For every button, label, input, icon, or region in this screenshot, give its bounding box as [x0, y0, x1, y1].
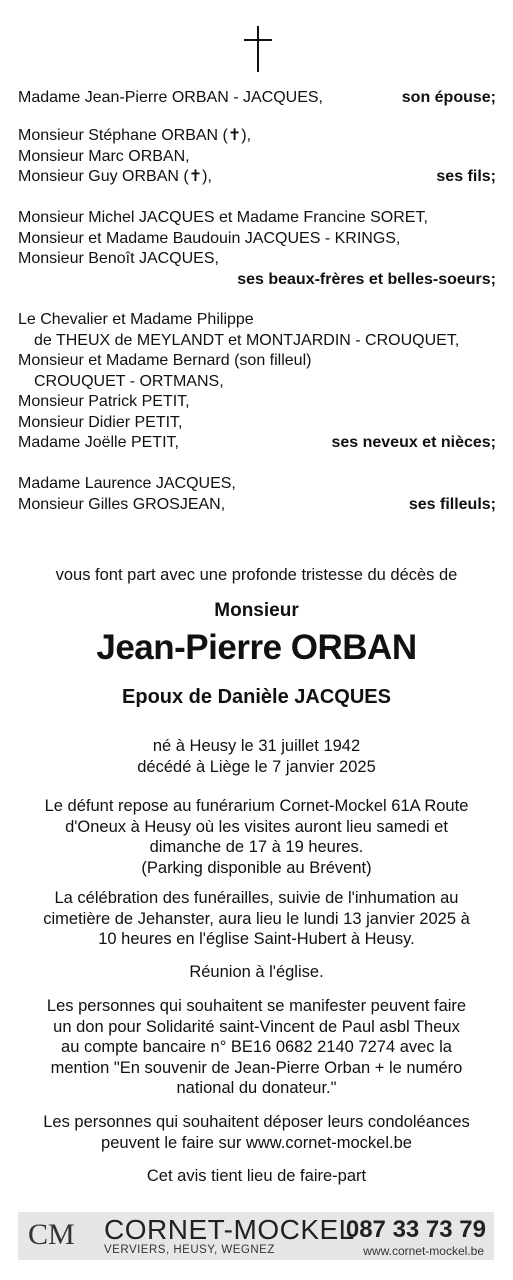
family-line: Monsieur Benoît JACQUES,	[18, 250, 219, 267]
meeting-paragraph: Réunion à l'église.	[189, 963, 324, 981]
family-line: Monsieur Marc ORBAN,	[18, 147, 190, 165]
family-line: Madame Joëlle PETIT, ses neveux et nièces;	[18, 434, 496, 451]
family-line: Monsieur et Madame Bernard (son filleul)	[18, 352, 312, 369]
funeral-home-banner	[18, 1212, 494, 1260]
birth-death-dates	[0, 736, 513, 777]
died-line: décédé à Liège le 7 janvier 2025	[137, 757, 376, 776]
family-line: Madame Jean-Pierre ORBAN - JACQUES, son épouse;	[18, 89, 496, 106]
family-line: Monsieur Guy ORBAN (✝), ses fils;	[18, 168, 496, 185]
family-line: Monsieur Didier PETIT,	[18, 413, 183, 431]
family-group-in-laws	[18, 208, 496, 290]
donation-paragraph: Les personnes qui souhaitent se manifester peuvent faire un don pour Solidarité saint-Vincent de Paul asbl Theux au compte bancaire n° BE16 0682 2140 7274 avec la mention "En souvenir de Jean-Pierre Orban + le numéro national du donateur."	[46, 997, 467, 1097]
family-line: ses beaux-frères et belles-soeurs;	[237, 270, 496, 288]
deceased-name: Jean-Pierre ORBAN	[96, 628, 417, 667]
family-line: Monsieur Michel JACQUES et Madame Francine SORET,	[18, 209, 428, 226]
family-line: Madame Laurence JACQUES,	[18, 475, 236, 492]
wake-paragraph: Le défunt repose au funérarium Cornet-Mockel 61A Route d'Oneux à Heusy où les visites auront lieu samedi et dimanche de 17 à 19 heures. (Parking disponible au Brévent)	[44, 797, 469, 877]
intro-text: vous font part avec une profonde tristesse du décès de	[55, 566, 458, 584]
deceased-title: Monsieur	[214, 600, 299, 621]
funeral-paragraph: La célébration des funérailles, suivie de l'inhumation au cimetière de Jehanster, aura lieu le lundi 13 janvier 2025 à 10 heures en l'église Saint-Hubert à Heusy.	[43, 889, 470, 948]
condolences-paragraph: Les personnes qui souhaitent déposer leurs condoléances peuvent le faire sur www.cornet-mockel.be	[43, 1113, 470, 1152]
funeral-home-towns: VERVIERS, HEUSY, WEGNEZ	[104, 1244, 275, 1256]
family-line: Monsieur Stéphane ORBAN (✝),	[18, 127, 252, 144]
family-group-godchildren	[18, 474, 496, 515]
family-line: de THEUX de MEYLANDT et MONTJARDIN - CROUQUET,	[34, 331, 460, 349]
family-line: Monsieur Patrick PETIT,	[18, 393, 190, 410]
family-group-nephews	[18, 310, 496, 454]
family-line: Monsieur Gilles GROSJEAN, ses filleuls;	[18, 495, 496, 513]
cross-icon	[244, 26, 272, 72]
family-line: Le Chevalier et Madame Philippe	[18, 311, 254, 328]
family-line: CROUQUET - ORTMANS,	[34, 372, 224, 390]
family-group-spouse	[18, 88, 496, 109]
family-group-sons	[18, 126, 496, 188]
funeral-home-phone: 087 33 73 79	[345, 1216, 486, 1243]
funeral-home-logo: CM	[28, 1218, 75, 1251]
notice-paragraph: Cet avis tient lieu de faire-part	[146, 1167, 367, 1185]
family-line: Monsieur et Madame Baudouin JACQUES - KRINGS,	[18, 229, 401, 247]
funeral-home-name: CORNET-MOCKEL	[104, 1214, 355, 1245]
born-line: né à Heusy le 31 juillet 1942	[152, 737, 361, 755]
spouse-line: Epoux de Danièle JACQUES	[122, 686, 391, 708]
funeral-home-website: www.cornet-mockel.be	[363, 1244, 484, 1258]
